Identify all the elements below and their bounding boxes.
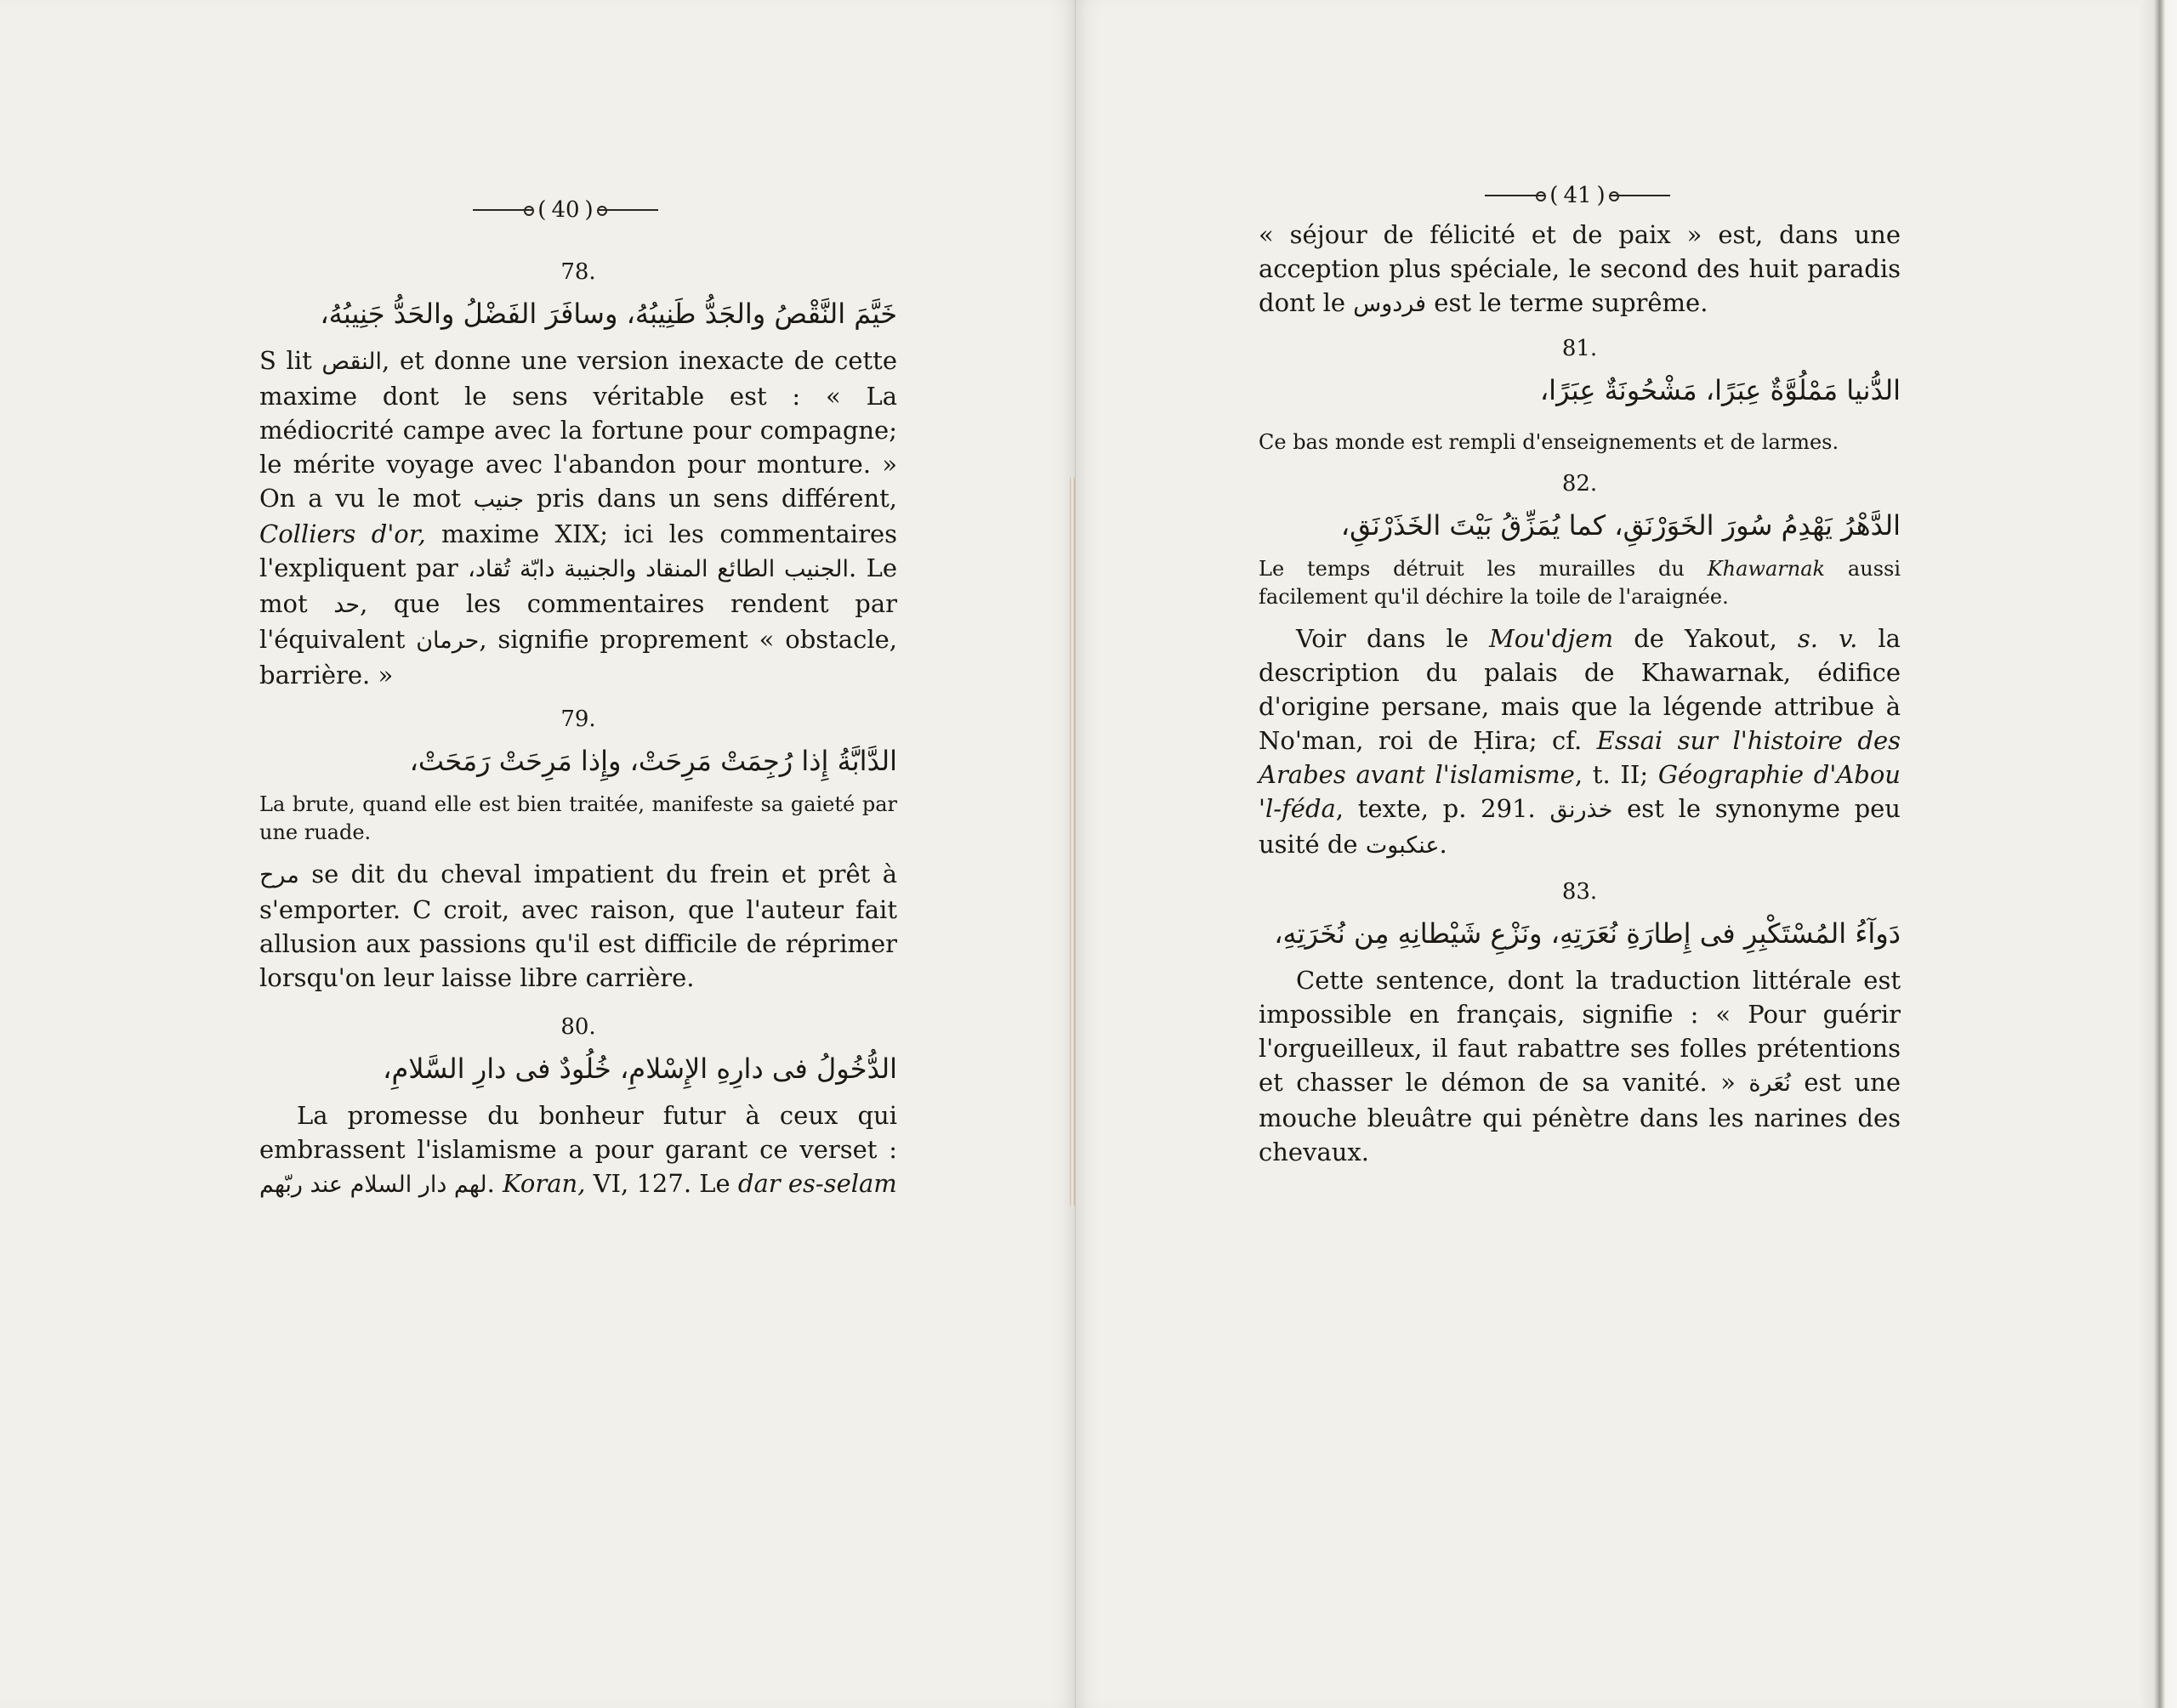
text-run: , et donne une version inexacte de cette maxime dont le sens véritable est : « La médiocrité campe avec la fortune pour compagne; le mérite voyage avec l'abandon pour monture. » On a vu le mot: [259, 346, 897, 513]
italic-text: Koran,: [503, 1169, 586, 1198]
text-run: , signifie proprement « obstacle, barrière. »: [259, 625, 897, 689]
commentary: [259, 343, 897, 692]
text-run: Cette sentence, dont la traduction littérale est impossible en français, signifie : « Pour guérir l'orgueilleux, il faut rabattre ses folles prétentions et chasser le démon de sa vanité. »: [1259, 966, 1901, 1097]
page-edge: [2139, 0, 2177, 1708]
ornament-left: [1485, 195, 1544, 196]
ornament-left: [473, 209, 532, 211]
text-run: « séjour de félicité et de paix » est, dans une acception plus spéciale, le second des huit paradis dont le: [1259, 220, 1901, 317]
arabic-term: مرح: [259, 862, 299, 888]
italic-text: Colliers d'or,: [259, 519, 426, 548]
arabic-term: نُعَرة: [1748, 1070, 1791, 1097]
commentary: [259, 1098, 897, 1202]
text-run: la description du palais de Khawarnak, édifice d'origine persane, mais que la légende attribue à No'man, roi de Ḥira; cf.: [1259, 624, 1901, 755]
text-run: aussi facilement qu'il déchire la toile de l'araignée.: [1259, 557, 1901, 609]
text-run: La promesse du bonheur futur à ceux qui embrassent l'islamisme a pour garant ce verset :: [259, 1101, 897, 1164]
arabic-term: حد: [333, 592, 361, 618]
text-run: est une mouche bleuâtre qui pénètre dans les narines des chevaux.: [1259, 1068, 1901, 1166]
text-run: est le synonyme peu usité de: [1259, 794, 1901, 859]
arabic-maxim: الدُّخُولُ فى دارِهِ الإِسْلامِ، خُلُودٌ فى دارِ السَّلامِ،: [383, 1053, 897, 1085]
arabic-term: الجنيب الطائع المنقاد والجنيبة دابّة تُقاد،: [468, 556, 849, 582]
left-column: [259, 255, 897, 1212]
text-run: de Yakout,: [1613, 624, 1798, 653]
text-run: VI, 127. Le: [585, 1169, 738, 1198]
entry-number: 83.: [1561, 879, 1598, 905]
arabic-term: النقص: [321, 349, 383, 375]
italic-text: Khawarnak: [1707, 557, 1826, 581]
text-run: Le temps détruit les murailles du: [1259, 557, 1708, 581]
text-run: . Le mot: [259, 553, 898, 618]
italic-text: Essai sur l'histoire des Arabes avant l'islamisme: [1259, 726, 1901, 789]
translation: [1259, 555, 1901, 611]
arabic-term: حرمان: [416, 627, 480, 654]
arabic-maxim: الدَّابَّةُ إِذا رُجِمَتْ مَرِحَتْ، وإِذا مَرِحَتْ رَمَحَتْ،: [409, 745, 897, 777]
text-run: Voir dans le: [1296, 624, 1490, 653]
continuation-text: [1259, 218, 1901, 321]
text-run: S lit: [259, 346, 322, 375]
italic-text: s. v.: [1797, 624, 1858, 653]
right-page-number: 41: [1563, 183, 1592, 208]
text-run: , texte, p. 291.: [1335, 794, 1550, 823]
italic-text: dar es-selam: [737, 1169, 897, 1198]
arabic-maxim: الدُّنيا مَمْلُوَّةٌ عِبَرًا، مَشْحُونَةٌ عِبَرًا،: [1539, 374, 1901, 406]
entry-number: 82.: [1561, 471, 1598, 497]
arabic-term: فردوس: [1353, 291, 1427, 317]
arabic-term: خذرنق: [1549, 797, 1613, 823]
translation: La brute, quand elle est bien traitée, manifeste sa gaieté par une ruade.: [259, 792, 897, 844]
entry-number: 79.: [560, 706, 596, 732]
arabic-maxim: خَيَّمَ النَّقْصُ والجَدُّ طَنِيبُهُ، وسافَرَ الفَضْلُ والحَدُّ جَنِيبُهُ،: [320, 298, 897, 330]
entry-number: 80.: [560, 1014, 596, 1040]
arabic-term: جنيب: [473, 486, 525, 513]
text-run: pris dans un sens différent,: [524, 484, 897, 513]
commentary: [1259, 621, 1901, 863]
entry-number: 81.: [1561, 336, 1598, 361]
ornament-right: [1611, 195, 1670, 196]
commentary: [259, 857, 897, 995]
italic-text: Mou'djem: [1489, 624, 1614, 653]
arabic-maxim: الدَّهْرُ يَهْدِمُ سُورَ الخَوَرْنَقِ، كما يُمَزِّقُ بَيْتَ الخَذَرْنَقِ،: [1340, 509, 1901, 542]
ornament-right: [599, 209, 658, 211]
left-page-header: ( 40 ): [463, 197, 668, 223]
right-page-header: ( 41 ): [1475, 183, 1680, 208]
text-run: .: [486, 1169, 503, 1198]
text-run: , t. II;: [1574, 760, 1658, 789]
text-run: se dit du cheval impatient du frein et prêt à s'emporter. C croit, avec raison, que l'auteur fait allusion aux passions qu'il est difficile de réprimer lorsqu'on leur laisse libre carrière.: [259, 860, 897, 992]
translation: Ce bas monde est rempli d'enseignements et de larmes.: [1259, 430, 1839, 454]
arabic-term: لهم دار السلام عند ربّهم: [259, 1172, 487, 1198]
right-column: [1259, 218, 1901, 1179]
binding-fold: [1070, 476, 1075, 1207]
commentary: [1259, 963, 1901, 1169]
arabic-maxim: دَوآءُ المُسْتَكْبِرِ فى إِطارَةِ نُعَرَتِهِ، ونَزْعِ شَيْطانِهِ مِن نُخَرَتِهِ،: [1274, 917, 1901, 950]
text-run: .: [1439, 830, 1447, 859]
text-run: maxime XIX; ici les commentaires l'expliquent par: [259, 519, 897, 582]
text-run: , que les commentaires rendent par l'équivalent: [259, 589, 897, 654]
text-run: est le terme suprême.: [1426, 288, 1708, 317]
entry-number: 78.: [560, 259, 596, 285]
left-page-number: 40: [551, 197, 580, 223]
arabic-term: عنكبوت: [1365, 832, 1440, 859]
italic-text: Géographie d'Abou 'l-féda: [1259, 760, 1901, 823]
